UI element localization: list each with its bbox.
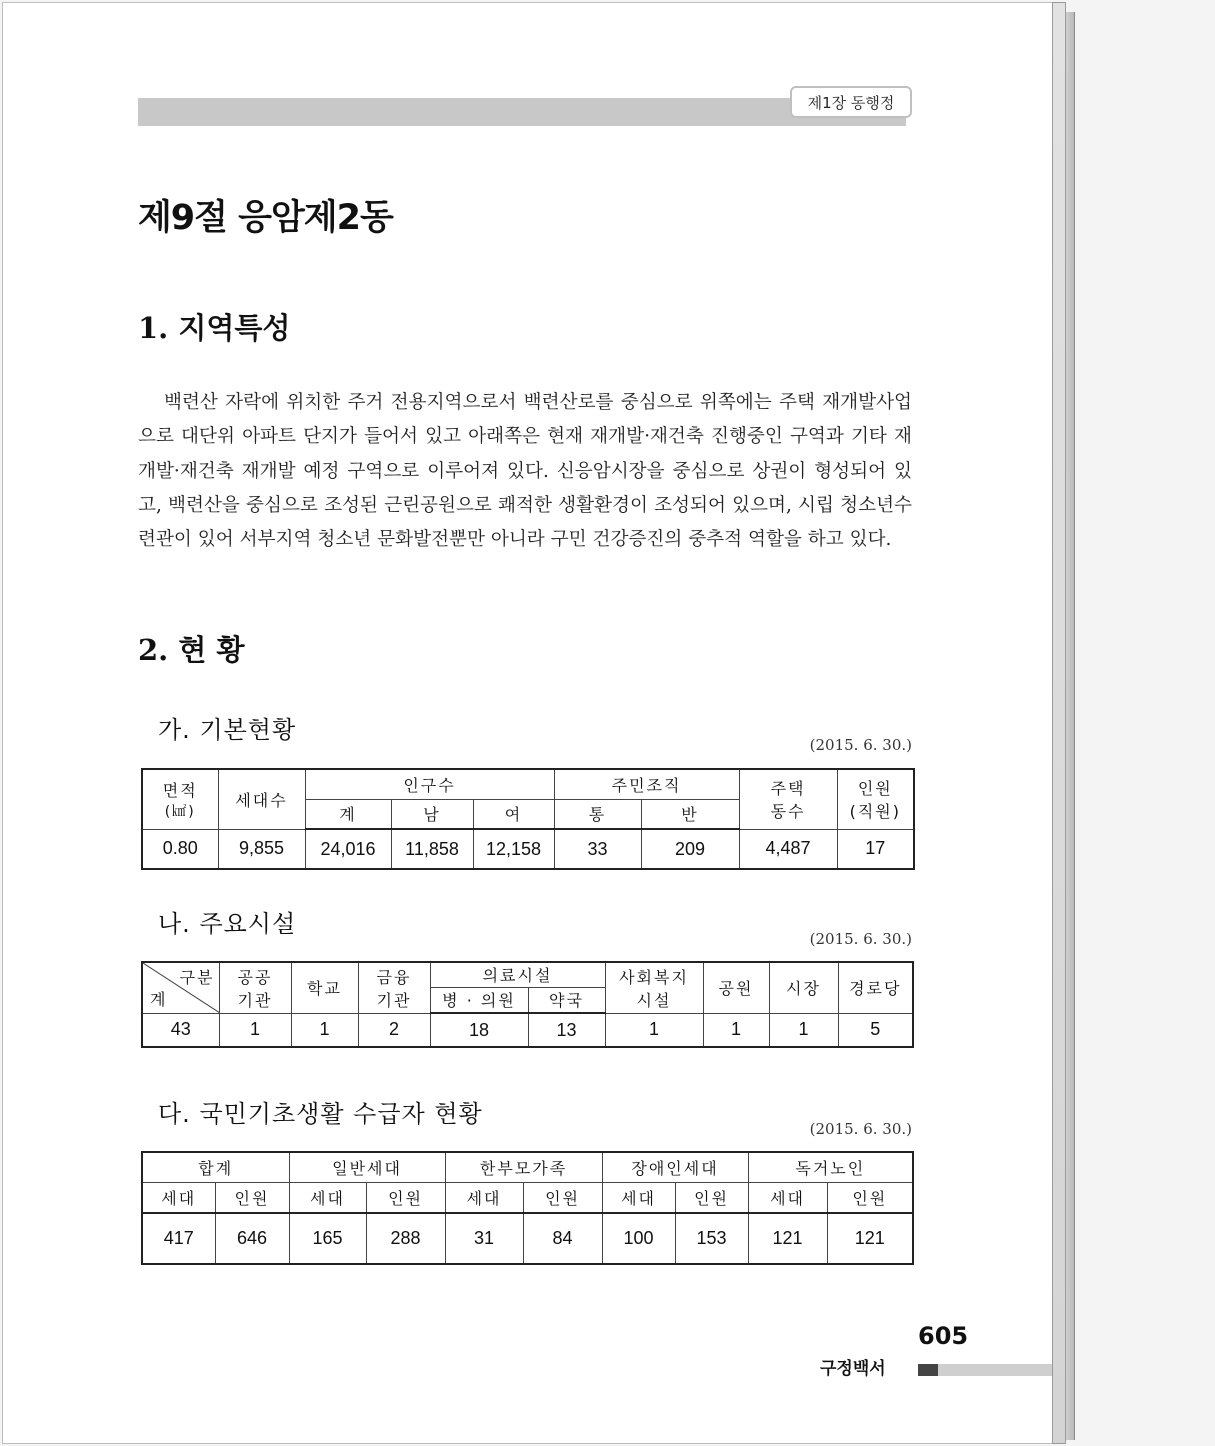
area-header: 면적 (㎢) <box>142 769 218 829</box>
footer-bar-marker <box>918 1364 938 1376</box>
table-cell: 18 <box>430 1013 528 1047</box>
section-title: 제9절 응암제2동 <box>138 198 393 238</box>
table-cell: 4,487 <box>739 829 837 869</box>
senior-center-header: 경로당 <box>838 962 913 1013</box>
table-c-date: (2015. 6. 30.) <box>809 1120 912 1138</box>
footer-label: 구정백서 <box>820 1359 886 1379</box>
table-cell: 100 <box>602 1213 675 1264</box>
group-header-general: 일반세대 <box>289 1152 445 1182</box>
households-subheader: 세대 <box>142 1182 215 1213</box>
park-header: 공원 <box>703 962 769 1013</box>
table-cell: 1 <box>219 1013 291 1047</box>
population-female-header: 여 <box>473 799 554 829</box>
table-cell: 84 <box>523 1213 602 1264</box>
basic-status-table <box>141 768 915 870</box>
total-label: 계 <box>150 991 166 1009</box>
chapter-tab: 제1장 동행정 <box>790 86 912 118</box>
table-cell: 1 <box>605 1013 703 1047</box>
region-description: 백련산 자락에 위치한 주거 전용지역으로서 백련산로를 중심으로 위쪽에는 주택 재개발사업으로 대단위 아파트 단지가 들어서 있고 아래쪽은 현재 재개발·재건축 진행중인 구역과 기타 재개발·재건축 재개발 예정 구역으로 이루어져 있다. 신응암시장을 중심으로 상권이 형성되어 있고, 백련산을 중심으로 조성된 근린공원으로 쾌적한 생활환경이 조성되어 있으며, 시립 청소년수련관이 있어 서부지역 청소년 문화발전뿐만 아니라 구민 건강증진의 중추적 역할을 하고 있다. <box>138 392 912 551</box>
school-header: 학교 <box>291 962 358 1013</box>
persons-subheader: 인원 <box>215 1182 289 1213</box>
basic-livelihood-table <box>141 1151 914 1265</box>
table-cell: 1 <box>769 1013 838 1047</box>
population-male-header: 남 <box>391 799 473 829</box>
group-header-total: 합계 <box>142 1152 289 1182</box>
hospital-header: 병 · 의원 <box>430 987 528 1013</box>
footer-bar <box>918 1364 1052 1376</box>
table-cell: 5 <box>838 1013 913 1047</box>
table-row <box>142 829 914 869</box>
staff-header: 인원 (직원) <box>837 769 914 829</box>
persons-subheader: 인원 <box>827 1182 913 1213</box>
households-subheader: 세대 <box>748 1182 827 1213</box>
group-header-single-parent: 한부모가족 <box>445 1152 602 1182</box>
table-cell: 646 <box>215 1213 289 1264</box>
table-cell: 121 <box>827 1213 913 1264</box>
tong-header: 통 <box>554 799 641 829</box>
subsection-title-1: 1. 지역특성 <box>138 311 291 345</box>
table-cell: 11,858 <box>391 829 473 869</box>
housing-header: 주택 동수 <box>739 769 837 829</box>
table-cell: 1 <box>291 1013 358 1047</box>
finance-header: 금융 기관 <box>358 962 430 1013</box>
pharmacy-header: 약국 <box>528 987 605 1013</box>
resident-org-header: 주민조직 <box>554 769 739 799</box>
persons-subheader: 인원 <box>675 1182 748 1213</box>
households-subheader: 세대 <box>602 1182 675 1213</box>
table-cell: 31 <box>445 1213 523 1264</box>
table-cell: 1 <box>703 1013 769 1047</box>
table-cell: 2 <box>358 1013 430 1047</box>
ban-header: 반 <box>641 799 739 829</box>
table-cell: 17 <box>837 829 914 869</box>
table-cell: 209 <box>641 829 739 869</box>
diagonal-header <box>142 962 219 1013</box>
table-cell: 165 <box>289 1213 366 1264</box>
table-a-date: (2015. 6. 30.) <box>809 736 912 754</box>
market-header: 시장 <box>769 962 838 1013</box>
group-header-disabled: 장애인세대 <box>602 1152 748 1182</box>
persons-subheader: 인원 <box>366 1182 445 1213</box>
welfare-header: 사회복지 시설 <box>605 962 703 1013</box>
table-cell: 9,855 <box>218 829 305 869</box>
table-c-title: 다. 국민기초생활 수급자 현황 <box>158 1100 483 1128</box>
table-cell: 24,016 <box>305 829 391 869</box>
table-row <box>142 1213 913 1264</box>
table-cell: 121 <box>748 1213 827 1264</box>
households-subheader: 세대 <box>445 1182 523 1213</box>
medical-header: 의료시설 <box>430 962 605 987</box>
public-agency-header: 공공 기관 <box>219 962 291 1013</box>
group-header-elderly-alone: 독거노인 <box>748 1152 913 1182</box>
table-cell: 43 <box>142 1013 219 1047</box>
table-cell: 417 <box>142 1213 215 1264</box>
subsection-title-2: 2. 현 황 <box>138 633 245 667</box>
table-a-title: 가. 기본현황 <box>158 716 297 744</box>
page-number: 605 <box>918 1322 969 1350</box>
persons-subheader: 인원 <box>523 1182 602 1213</box>
page-edge-back <box>1066 12 1075 1440</box>
table-cell: 0.80 <box>142 829 218 869</box>
table-cell: 33 <box>554 829 641 869</box>
table-cell: 13 <box>528 1013 605 1047</box>
major-facilities-table <box>141 961 914 1048</box>
table-cell: 12,158 <box>473 829 554 869</box>
category-label: 구분 <box>179 970 215 987</box>
table-row <box>142 1013 913 1047</box>
page-edge <box>1052 2 1066 1444</box>
households-subheader: 세대 <box>289 1182 366 1213</box>
households-header: 세대수 <box>218 769 305 829</box>
table-b-date: (2015. 6. 30.) <box>809 930 912 948</box>
population-total-header: 계 <box>305 799 391 829</box>
population-header: 인구수 <box>305 769 554 799</box>
table-cell: 288 <box>366 1213 445 1264</box>
table-b-title: 나. 주요시설 <box>158 910 297 938</box>
table-cell: 153 <box>675 1213 748 1264</box>
